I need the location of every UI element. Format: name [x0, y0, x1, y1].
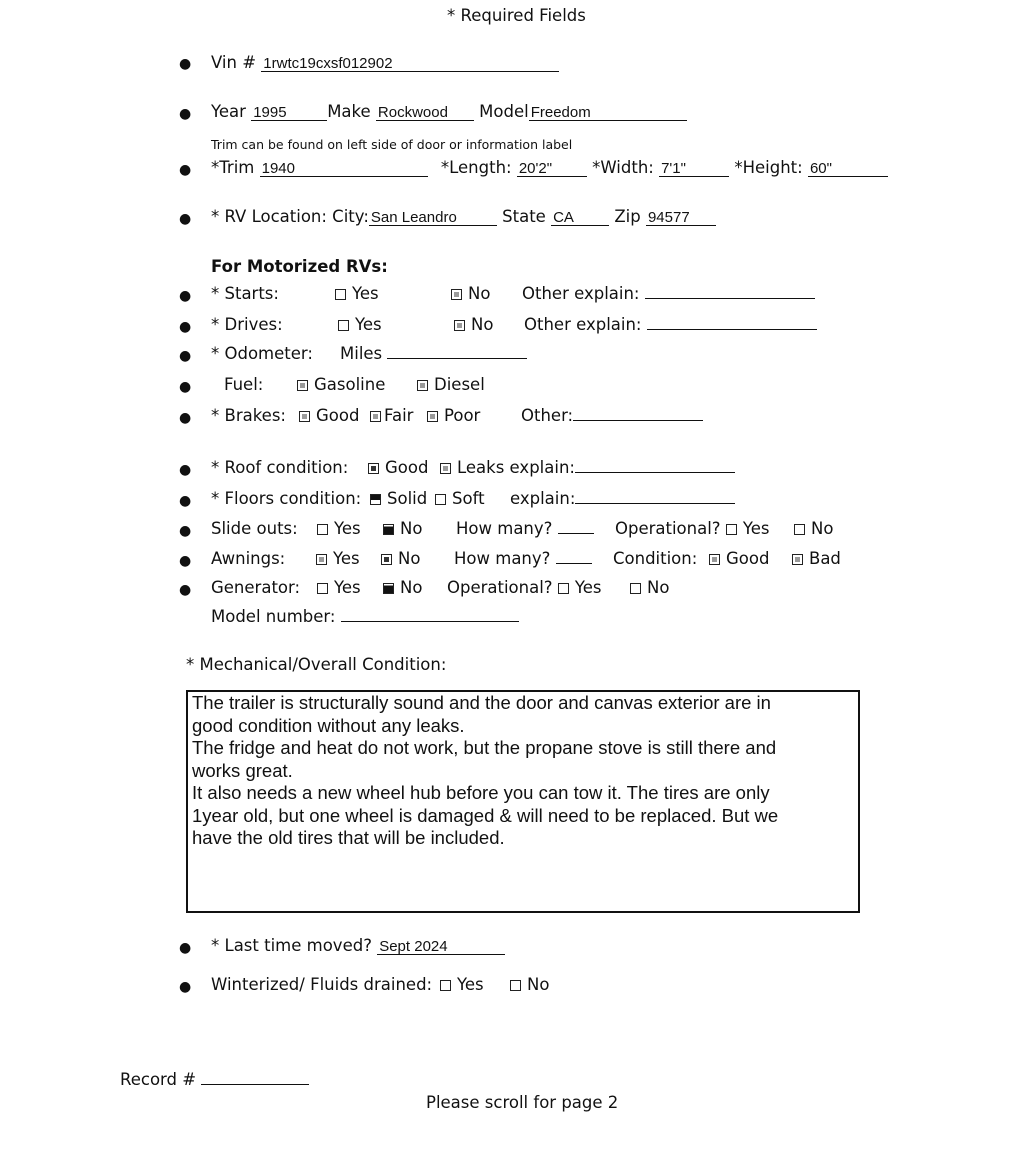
brakes-label: * Brakes:: [211, 406, 286, 425]
length-field[interactable]: 20'2": [517, 161, 587, 177]
bullet: ●: [179, 319, 192, 335]
brakes-other-label: Other:: [521, 406, 574, 425]
yes-label: Yes: [574, 578, 602, 597]
slide-outs-label: Slide outs:: [211, 519, 298, 538]
roof-row: [211, 458, 575, 477]
awnings-how-many-field[interactable]: [556, 549, 592, 564]
fair-label: Fair: [384, 406, 414, 425]
no-label: No: [400, 578, 423, 597]
no-label: No: [647, 578, 670, 597]
floors-soft-checkbox[interactable]: [435, 494, 446, 505]
how-many-label: How many?: [456, 519, 553, 538]
no-label: No: [811, 519, 834, 538]
no-label: No: [527, 975, 550, 994]
record-label: Record #: [120, 1070, 197, 1089]
yes-label: Yes: [334, 519, 361, 538]
bullet: ●: [179, 288, 192, 304]
fuel-label: Fuel:: [224, 375, 264, 394]
generator-operational-no-checkbox[interactable]: [630, 583, 641, 594]
floors-explain-label: explain:: [510, 489, 576, 508]
odometer-label: * Odometer:: [211, 344, 313, 363]
slide-operational-yes-checkbox[interactable]: [726, 524, 737, 535]
drives-no-checkbox[interactable]: [454, 320, 465, 331]
model-field[interactable]: Freedom: [529, 105, 687, 121]
roof-label: * Roof condition:: [211, 458, 349, 477]
slide-yes-checkbox[interactable]: [317, 524, 328, 535]
width-field[interactable]: 7'1": [659, 161, 729, 177]
record-field[interactable]: [201, 1070, 309, 1085]
generator-yes-checkbox[interactable]: [317, 583, 328, 594]
gasoline-label: Gasoline: [314, 375, 386, 394]
miles-field[interactable]: [387, 344, 527, 359]
brakes-row: [211, 406, 574, 425]
height-label: *Height:: [734, 158, 803, 177]
mechanical-textbox[interactable]: [186, 690, 860, 913]
leaks-explain-field[interactable]: [575, 458, 735, 473]
solid-label: Solid: [387, 489, 428, 508]
mechanical-text: The trailer is structurally sound and the door and canvas exterior are in good condition without any leaks. The fridge and heat do not work, but the propane stove is still there and works great. It also needs a new wheel hub before you can tow it. The tires are only 1year old, but one wheel is damaged & will need to be replaced. But we have the old tires that will be included.: [192, 692, 779, 848]
diesel-label: Diesel: [434, 375, 485, 394]
gasoline-checkbox[interactable]: [297, 380, 308, 391]
no-label: No: [471, 315, 494, 334]
bullet: ●: [179, 582, 192, 598]
starts-no-checkbox[interactable]: [451, 289, 462, 300]
awnings-no-checkbox[interactable]: [381, 554, 392, 565]
good-label: Good: [385, 458, 429, 477]
make-label: Make: [327, 102, 371, 121]
state-label: State: [502, 207, 546, 226]
slide-no-checkbox[interactable]: [383, 524, 394, 535]
year-make-model-row: [211, 102, 687, 121]
other-explain-label: Other explain:: [524, 315, 642, 334]
state-field[interactable]: CA: [551, 210, 609, 226]
bullet: ●: [179, 162, 192, 178]
starts-yes-checkbox[interactable]: [335, 289, 346, 300]
slide-operational-no-checkbox[interactable]: [794, 524, 805, 535]
condition-label: Condition:: [613, 549, 698, 568]
leaks-explain-label: Leaks explain:: [457, 458, 575, 477]
year-field[interactable]: 1995: [251, 105, 327, 121]
awnings-yes-checkbox[interactable]: [316, 554, 327, 565]
bullet: ●: [179, 462, 192, 478]
fuel-row: [224, 375, 485, 394]
starts-label: * Starts:: [211, 284, 279, 303]
winterized-no-checkbox[interactable]: [510, 980, 521, 991]
yes-label: Yes: [742, 519, 770, 538]
last-moved-field[interactable]: Sept 2024: [377, 939, 505, 955]
awnings-bad-checkbox[interactable]: [792, 554, 803, 565]
floors-explain-field[interactable]: [575, 489, 735, 504]
brakes-poor-checkbox[interactable]: [427, 411, 438, 422]
starts-row: [211, 284, 640, 303]
trim-note: Trim can be found on left side of door or information label: [211, 137, 573, 152]
bullet: ●: [179, 379, 192, 395]
drives-label: * Drives:: [211, 315, 283, 334]
yes-label: Yes: [333, 549, 360, 568]
mechanical-label: * Mechanical/Overall Condition:: [186, 655, 447, 674]
last-moved-row: [211, 936, 505, 955]
bullet: ●: [179, 106, 192, 122]
roof-leaks-checkbox[interactable]: [440, 463, 451, 474]
bullet: ●: [179, 523, 192, 539]
brakes-other-field[interactable]: [573, 406, 703, 421]
generator-row: [211, 578, 670, 597]
yes-label: Yes: [334, 578, 361, 597]
record-row: [120, 1070, 309, 1089]
generator-no-checkbox[interactable]: [383, 583, 394, 594]
year-label: Year: [211, 102, 246, 121]
no-label: No: [398, 549, 421, 568]
yes-label: Yes: [355, 315, 382, 334]
no-label: No: [468, 284, 491, 303]
motorized-heading: For Motorized RVs:: [211, 257, 388, 276]
zip-field[interactable]: 94577: [646, 210, 716, 226]
bullet: ●: [179, 211, 192, 227]
make-field[interactable]: Rockwood: [376, 105, 474, 121]
floors-label: * Floors condition:: [211, 489, 362, 508]
bullet: ●: [179, 56, 192, 72]
bad-label: Bad: [809, 549, 841, 568]
dimensions-row: [211, 158, 888, 177]
vin-label: Vin #: [211, 53, 257, 72]
bullet: ●: [179, 493, 192, 509]
scroll-note: Please scroll for page 2: [426, 1093, 619, 1112]
width-label: *Width:: [592, 158, 654, 177]
floors-row: [211, 489, 576, 508]
winterized-label: Winterized/ Fluids drained:: [211, 975, 433, 994]
winterized-row: [211, 975, 550, 994]
zip-label: Zip: [614, 207, 641, 226]
winterized-yes-checkbox[interactable]: [440, 980, 451, 991]
model-number-label: Model number:: [211, 607, 336, 626]
trim-field[interactable]: 1940: [260, 161, 428, 177]
required-fields-note: * Required Fields: [447, 6, 586, 25]
length-label: *Length:: [440, 158, 512, 177]
city-field[interactable]: San Leandro: [369, 210, 497, 226]
yes-label: Yes: [352, 284, 379, 303]
roof-good-checkbox[interactable]: [368, 463, 379, 474]
slide-how-many-field[interactable]: [558, 519, 594, 534]
model-label: Model: [479, 102, 529, 121]
operational-label: Operational?: [447, 578, 553, 597]
location-row: [211, 207, 716, 226]
poor-label: Poor: [444, 406, 481, 425]
good-label: Good: [316, 406, 360, 425]
operational-label: Operational?: [615, 519, 721, 538]
awnings-label: Awnings:: [211, 549, 286, 568]
starts-explain-field[interactable]: [645, 284, 815, 299]
soft-label: Soft: [452, 489, 485, 508]
location-label: * RV Location: City:: [211, 207, 369, 226]
how-many-label: How many?: [454, 549, 551, 568]
slide-outs-row: [211, 519, 834, 538]
diesel-checkbox[interactable]: [417, 380, 428, 391]
drives-explain-field[interactable]: [647, 315, 817, 330]
bullet: ●: [179, 553, 192, 569]
drives-row: [211, 315, 642, 334]
awnings-good-checkbox[interactable]: [709, 554, 720, 565]
last-moved-label: * Last time moved?: [211, 936, 372, 955]
drives-yes-checkbox[interactable]: [338, 320, 349, 331]
other-explain-label: Other explain:: [522, 284, 640, 303]
vin-row: [211, 53, 559, 72]
brakes-good-checkbox[interactable]: [299, 411, 310, 422]
awnings-row: [211, 549, 841, 568]
model-number-field[interactable]: [341, 607, 519, 622]
trim-label: *Trim: [211, 158, 255, 177]
miles-label: Miles: [340, 344, 383, 363]
model-number-row: [211, 607, 519, 626]
height-field[interactable]: 60": [808, 161, 888, 177]
odometer-row: [211, 344, 383, 363]
good-label: Good: [726, 549, 770, 568]
yes-label: Yes: [457, 975, 484, 994]
bullet: ●: [179, 979, 192, 995]
generator-operational-yes-checkbox[interactable]: [558, 583, 569, 594]
vin-field[interactable]: 1rwtc19cxsf012902: [261, 56, 559, 72]
bullet: ●: [179, 348, 192, 364]
brakes-fair-checkbox[interactable]: [370, 411, 381, 422]
no-label: No: [400, 519, 423, 538]
bullet: ●: [179, 940, 192, 956]
generator-label: Generator:: [211, 578, 301, 597]
floors-solid-checkbox[interactable]: [370, 494, 381, 505]
bullet: ●: [179, 410, 192, 426]
